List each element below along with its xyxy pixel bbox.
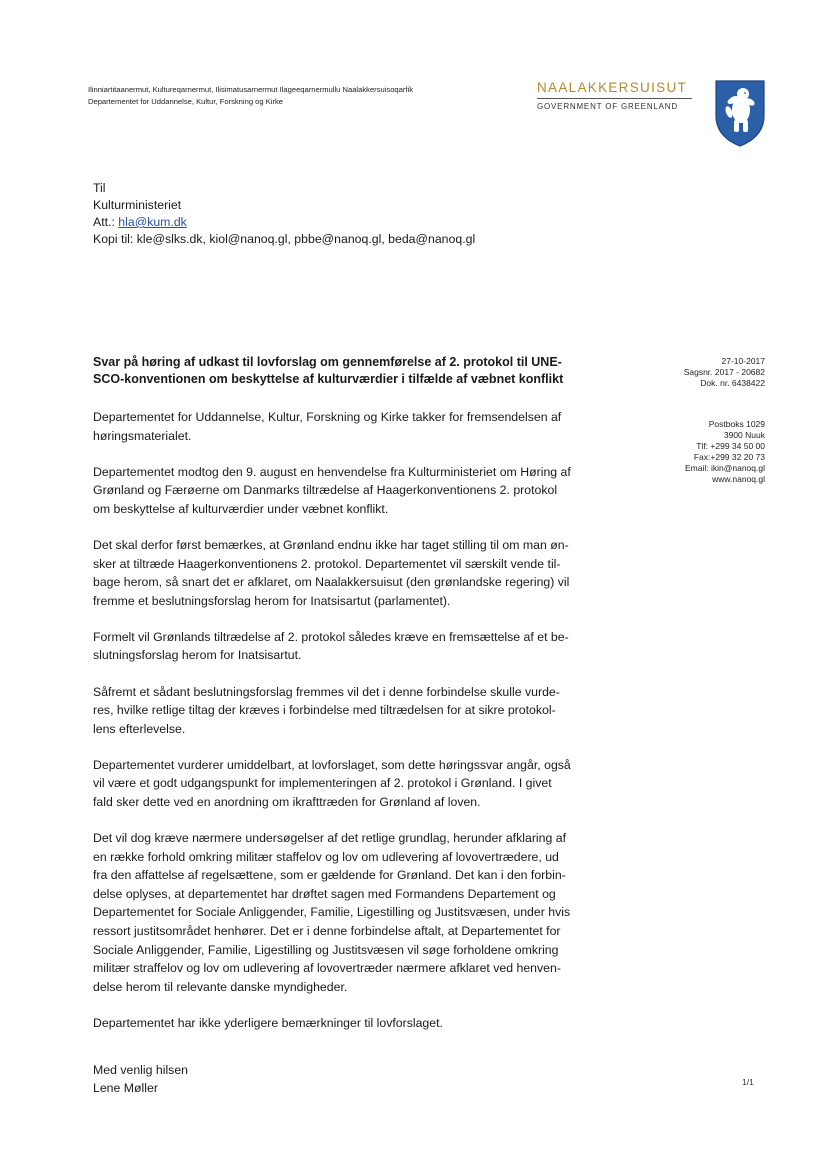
signatory-name: Lene Møller [93,1081,158,1095]
letter-subject [93,354,613,388]
website: www.nanoq.gl [712,474,765,484]
brand-name: NAALAKKERSUISUT [537,80,688,95]
subject-line: SCO-konventionen om beskyttelse af kulturværdier i tilfælde af væbnet konflikt [93,372,564,386]
brand-subtitle: GOVERNMENT OF GREENLAND [537,102,678,111]
fax: Fax:+299 32 20 73 [693,452,765,462]
letter-body [93,408,613,1050]
paragraph: Det vil dog kræve nærmere undersøgelser af det retlige grundlag, herunder afklaring af en række forhold omkring militær staffelov og lov om udlevering af lovovertrædere, ud fra den affattelse af regelsættene, som er gældende for Grønland. Det kan i den forbin- delse oplyses, at departementet har drøftet sagen med Formandens Departement og Departementet for Sociale Anliggender, Familie, Ligestilling og Justitsvæsen, under hvis ressort justitsområdet henhører. Det er i denne forbindelse aftalt, at Departementet for Sociale Anliggender, Familie, Ligestilling og Justitsvæsen vil søge forholdene omkring militær straffelov og lov om udlevering af lovovertræder nærmere afklaret ved henven- delse herom til relevante danske myndigheder. [93,831,571,994]
paragraph: Departementet for Uddannelse, Kultur, Forskning og Kirke takker for fremsendelsen af høringsmaterialet. [93,410,562,443]
paragraph: Det skal derfor først bemærkes, at Grønland endnu ikke har taget stilling til om man øn- sker at tiltræde Haagerkonventionens 2. protokol. Departementet vil særskilt vende til- bage herom, så snart det er afklaret, om Naalakkersuisut (den grønlandske regering) vil fremme et beslutningsforslag herom for Inatsisartut (parlamentet). [93,537,570,608]
document-number: Dok. nr. 6438422 [700,378,765,388]
attention-email-link[interactable]: hla@kum.dk [118,215,187,229]
coat-of-arms-icon [713,78,767,148]
letter-date: 27-10-2017 [721,356,765,366]
closing-block [93,1061,188,1097]
copy-recipients: Kopi til: kle@slks.dk, kiol@nanoq.gl, pbbe@nanoq.gl, beda@nanoq.gl [93,232,476,246]
paragraph: Departementet har ikke yderligere bemærkninger til lovforslaget. [93,1015,443,1030]
case-number: Sagsnr. 2017 - 20682 [683,367,765,377]
address-block [93,180,475,248]
phone: Tlf: +299 34 50 00 [696,441,765,451]
subject-line: Svar på høring af udkast til lovforslag om gennemførelse af 2. protokol til UNE- [93,355,562,369]
brand-divider [537,98,692,99]
recipient-name: Kulturministeriet [93,198,182,212]
contact-email: Email: ikin@nanoq.gl [685,463,765,473]
department-name-danish: Departementet for Uddannelse, Kultur, Forskning og Kirke [88,97,284,106]
department-name-greenlandic: Ilinniartitaanermut, Kultureqarnermut, Ilisimatusarnermut Ilageeqarnermullu Naalakkersuisoqarfik [88,85,413,94]
letter-meta [684,356,765,485]
closing-greeting: Med venlig hilsen [93,1063,189,1077]
paragraph: Såfremt et sådant beslutningsforslag fremmes vil det i denne forbindelse skulle vurde- res, hvilke retlige tiltag der kræves i forbindelse med tiltrædelsen for at sikre protokol- lens efterlevelse. [93,684,560,736]
brand-logo [537,80,697,111]
address-to-label: Til [93,181,106,195]
city: 3900 Nuuk [723,430,765,440]
paragraph: Departementet modtog den 9. august en henvendelse fra Kulturministeriet om Høring af Grønland og Færøerne om Danmarks tiltrædelse af Haagerkonventionens 2. protokol om beskyttelse af kulturværdier under væbnet konflikt. [93,464,571,516]
department-header [88,84,413,108]
paragraph: Formelt vil Grønlands tiltrædelse af 2. protokol således kræve en fremsættelse af et be- slutningsforslag herom for Inatsisartut. [93,629,569,663]
attention-label: Att.: [93,215,115,229]
postbox: Postboks 1029 [708,419,765,429]
page-number: 1/1 [742,1077,754,1087]
paragraph: Departementet vurderer umiddelbart, at lovforslaget, som dette høringssvar angår, også vil være et godt udgangspunkt for implementeringen af 2. protokol i Grønland. I givet fald sker dette ved en anordning om ikrafttræden for Grønland af loven. [93,757,571,809]
attention-line [93,214,475,231]
